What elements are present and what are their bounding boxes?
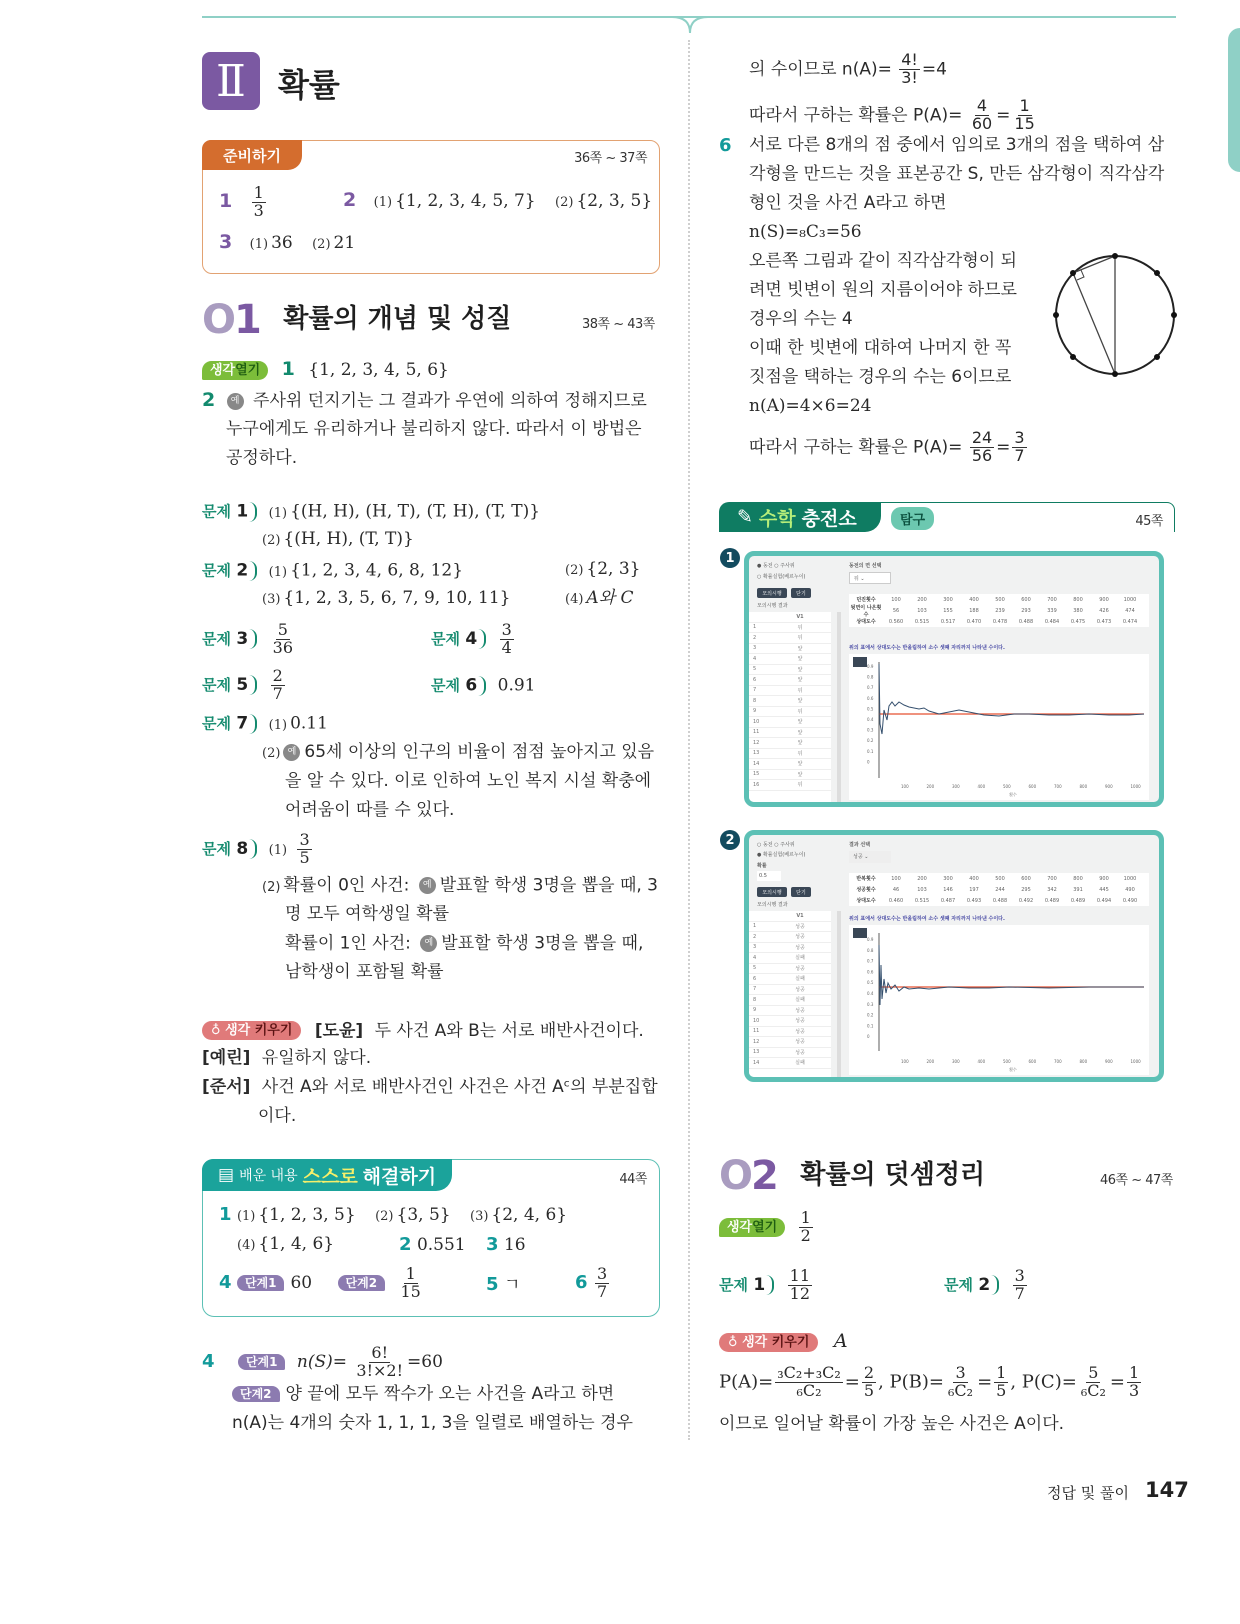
math-charge-header: ✎ 수학 충전소 탐구 45쪽: [719, 502, 1175, 534]
problem-6: 문제 6 0.91: [431, 675, 536, 696]
svg-text:0.6: 0.6: [867, 969, 874, 975]
circle-right-triangle-diagram: [1050, 250, 1180, 380]
step-tag: 단계1: [237, 1275, 285, 1291]
relative-frequency-chart: [849, 925, 1149, 1075]
probability-equation: P(A)= $\frac{\text{₃C₂+₃C₂}}{\text{₆C₂}}$ = $\frac{2}{5}$ , P(B)= $\frac{3}{\text{₆C₂}}$ = $\frac{1}{5}$ , P(C)= $\frac{5}{\text{₆C₂}}$ = $\frac{1}{3}$: [719, 1363, 1140, 1400]
page-number: 147: [1145, 1478, 1189, 1502]
column-divider: [688, 40, 690, 1440]
section-02-heading: [719, 1153, 986, 1199]
chapter-side-tab: [1228, 28, 1240, 172]
svg-text:0.2: 0.2: [867, 1012, 874, 1018]
section-01-pages: 38쪽 ~ 43쪽: [582, 317, 655, 332]
fraction: $\frac{1}{3}$: [253, 183, 264, 220]
scroll-icon: ▤: [218, 1165, 235, 1185]
svg-text:0.4: 0.4: [867, 991, 874, 996]
solution-6: 6: [719, 135, 732, 156]
svg-text:0.9: 0.9: [867, 664, 874, 669]
svg-text:700: 700: [1054, 1059, 1062, 1064]
section-title: 확률의 개념 및 성질: [283, 304, 512, 334]
svg-text:0: 0: [867, 1034, 870, 1040]
simulation-table: 던진횟수 100 200 300 400 500 600 700 800 900 1000 뒷면이 나온횟수 56 103 155 188 239 293 339 380 426 474 상대도수 0.560 0.515 0.517 0.470 0.478 0.488 0.484 0.475 0.473 0.474: [849, 594, 1149, 627]
svg-text:0.1: 0.1: [867, 748, 874, 754]
svg-text:1000: 1000: [1130, 784, 1141, 789]
svg-text:700: 700: [1054, 784, 1062, 789]
conclusion: 이므로 일어날 확률이 가장 높은 사건은 A이다.: [719, 1414, 1065, 1434]
problem-3: 문제 3 $\frac{5}{36}$: [202, 620, 293, 657]
section2-problem-1: 문제 1 $\frac{11}{12}$: [719, 1266, 810, 1303]
svg-text:0.8: 0.8: [867, 674, 874, 680]
simulation-screenshot-2: ○ 동전 ○ 주사위 ● 확률실험(베르누이) 확률 0.5 모의시행 닫기 모의시행 결과 V1 1 성공 2 성공 3 성공 4 실패 5 성공 6 실패 7 성공 8 실패 9 성공 10 성공 11 성공 12 성공 13 성공 14 실패 결과 선택 성공 ⌄ 반복횟수 100 200 300 400 500 600 700 800 900 1000 성공횟수 46 103 146 197 244 295 342 391 445 490 상대도수 0.460 0.515 0.487 0.493 0.488 0.492 0.489 0.489 0.494 0.490 위의 표에서 상대도수는 반올림하여 소수 셋째 자리까지 나타낸 수이다. 0.9 0.8 0.7 0.6 0.5 0.4 0.3 0.2 0.1 0 100 200 300 400 500 600 700 800 900 1000 횟수: [744, 830, 1164, 1082]
svg-text:400: 400: [977, 1059, 986, 1064]
svg-text:0.5: 0.5: [867, 980, 874, 986]
svg-text:800: 800: [1079, 784, 1088, 789]
result-list: V1 1 성공 2 성공 3 성공 4 실패 5 성공 6 실패 7 성공 8 실패 9 성공 10 성공 11 성공 12 성공 13 성공 14 실패: [749, 911, 831, 1081]
simulation-table: 반복횟수 100 200 300 400 500 600 700 800 900 1000 성공횟수 46 103 146 197 244 295 342 391 445 490 상대도수 0.460 0.515 0.487 0.493 0.488 0.492 0.489 0.489 0.494 0.490: [849, 873, 1149, 906]
prep-pages: 36쪽 ~ 37쪽: [574, 151, 647, 166]
prep-answer-2: 2 (1) {1, 2, 3, 4, 5, 7} (2) {2, 3, 5}: [343, 189, 653, 211]
svg-text:0.5: 0.5: [867, 706, 874, 712]
svg-text:600: 600: [1028, 1059, 1037, 1064]
svg-text:0.4: 0.4: [867, 717, 874, 722]
svg-text:0.3: 0.3: [867, 1001, 874, 1007]
section-title: 확률의 덧셈정리: [800, 1160, 986, 1190]
svg-text:0: 0: [867, 759, 870, 765]
problem-8: 문제 8 (1) $\frac{3}{5}$: [202, 830, 310, 867]
problem-7: 문제 7 (1) 0.11: [202, 713, 328, 734]
problem-5: 문제 5 $\frac{2}{7}$: [202, 666, 283, 703]
svg-text:200: 200: [926, 784, 935, 789]
run-simulation-button: 모의시행: [757, 887, 787, 897]
svg-text:0.6: 0.6: [867, 695, 874, 701]
think-open-1: 생각열기 1 {1, 2, 3, 4, 5, 6}: [202, 360, 449, 380]
prep-tab: 준비하기: [202, 140, 302, 170]
prep-answer-1: 1 $\frac{1}{3}$: [219, 183, 264, 220]
section2-problem-2: 문제 2 $\frac{3}{7}$: [944, 1266, 1025, 1303]
simulation-screenshot-1: ● 동전 ○ 주사위 ○ 확률실험(베르누이) 모의시행 닫기 모의시행 결과 V1 1 뒤 2 뒤 3 앞 4 앞 5 앞 6 앞 7 뒤 8 앞 9 뒤 10 앞 11 앞 12 앞 13 뒤 14 앞 15 앞 16 뒤 동전의 면 선택 뒤 ⌄ 던진횟수 100 200 300 400 500 600 700 800 900 1000 뒷면이 나온횟수 56 103 155 188 239 293 339 380 426 474 상대도수 0.560 0.515 0.517 0.470 0.478 0.488 0.484 0.475 0.473 0.474 위의 표에서 상대도수는 반올림하여 소수 셋째 자리까지 나타낸 수이다. 0.9 0.8 0.7 0.6 0.5 0.4 0.3 0.2 0.1 0 100 200 300 400 500 600 700 800 900 1000 횟수: [744, 551, 1164, 807]
chapter-badge: Ⅱ: [202, 52, 260, 110]
svg-text:300: 300: [952, 1059, 960, 1064]
relative-frequency-chart: [849, 654, 1149, 800]
step-tag: 단계2: [338, 1275, 386, 1291]
problem-2: 문제 2 (1) {1, 2, 3, 4, 6, 8, 12}: [202, 560, 464, 581]
figure-number-1: 1: [720, 548, 740, 568]
svg-text:0.1: 0.1: [867, 1023, 874, 1029]
svg-text:횟수: 횟수: [1009, 1067, 1017, 1072]
pencil-icon: ✎: [737, 506, 753, 528]
svg-text:900: 900: [1105, 784, 1113, 789]
figure-number-2: 2: [720, 830, 740, 850]
svg-text:횟수: 횟수: [1009, 792, 1017, 797]
prep-answer-3: 3 (1) 36 (2) 21: [219, 231, 356, 253]
footer-label: 정답 및 풀이: [1047, 1484, 1129, 1502]
self-check-box: ▤ 배운 내용 스스로 해결하기 44쪽 1 (1) {1, 2, 3, 5} (2) {3, 5} (3) {2, 4, 6} (4) {1, 4, 6} 2 0.551 3 16 4 단계1 60 단계2 $\frac{1}{15}$ 5 ㄱ 6 $\frac{3}{7}$: [202, 1159, 660, 1317]
run-simulation-button: 모의시행: [757, 588, 787, 598]
svg-text:500: 500: [1003, 784, 1011, 789]
svg-text:900: 900: [1105, 1059, 1113, 1064]
section-number: O2: [719, 1153, 777, 1199]
svg-text:1000: 1000: [1130, 1059, 1141, 1064]
self-check-tab: ▤ 배운 내용 스스로 해결하기: [202, 1159, 452, 1191]
example-icon: 예: [227, 393, 244, 410]
think-grow-tag: ♁ 생각 키우기: [202, 1021, 301, 1040]
top-notch: [672, 16, 708, 34]
prep-box: [202, 140, 660, 274]
think-grow-2: ♁ 생각 키우기 A: [719, 1332, 848, 1352]
explore-tag: 탐구: [891, 507, 934, 530]
svg-text:0.7: 0.7: [867, 958, 874, 964]
close-button: 닫기: [791, 588, 811, 598]
section-01-heading: [202, 297, 512, 343]
problem-4: 문제 4 $\frac{3}{4}$: [431, 620, 512, 657]
think-open-tag: 생각열기: [202, 361, 268, 380]
svg-text:0.9: 0.9: [867, 937, 874, 942]
svg-text:0.3: 0.3: [867, 727, 874, 733]
close-button: 닫기: [791, 887, 811, 897]
problem-1: 문제 1 (1) {(H, H), (H, T), (T, H), (T, T)}: [202, 501, 541, 522]
svg-text:300: 300: [952, 784, 960, 789]
think-open-2: 2 예 주사위 던지기는 그 결과가 우연에 의하여 정해지므로: [202, 389, 647, 411]
svg-text:600: 600: [1028, 784, 1037, 789]
section-02-pages: 46쪽 ~ 47쪽: [1100, 1173, 1173, 1188]
solution-4: 4 단계1 n(S)= $\frac{6!}{3!\times 2!}$ =60: [202, 1343, 443, 1380]
svg-text:500: 500: [1003, 1059, 1011, 1064]
svg-text:0.2: 0.2: [867, 738, 874, 744]
think-open-2: 생각열기 $\frac{1}{2}$: [719, 1210, 815, 1245]
chapter-title: 확률: [278, 66, 340, 104]
svg-text:800: 800: [1079, 1059, 1088, 1064]
svg-text:0.7: 0.7: [867, 685, 874, 691]
section-number: O1: [202, 297, 260, 343]
svg-text:100: 100: [901, 784, 909, 789]
think-grow: ♁ 생각 키우기 [도윤] 두 사건 A와 B는 서로 배반사건이다.: [202, 1021, 644, 1040]
result-list: V1 1 뒤 2 뒤 3 앞 4 앞 5 앞 6 앞 7 뒤 8 앞 9 뒤 10 앞 11 앞 12 앞 13 뒤 14 앞 15 앞 16 뒤: [749, 612, 831, 807]
svg-text:0.8: 0.8: [867, 947, 874, 953]
svg-text:100: 100: [901, 1059, 909, 1064]
solution-4-cont: 의 수이므로 n(A)= $\frac{4!}{3!}$ =4: [749, 50, 947, 87]
svg-text:400: 400: [977, 784, 986, 789]
svg-text:200: 200: [926, 1059, 935, 1064]
